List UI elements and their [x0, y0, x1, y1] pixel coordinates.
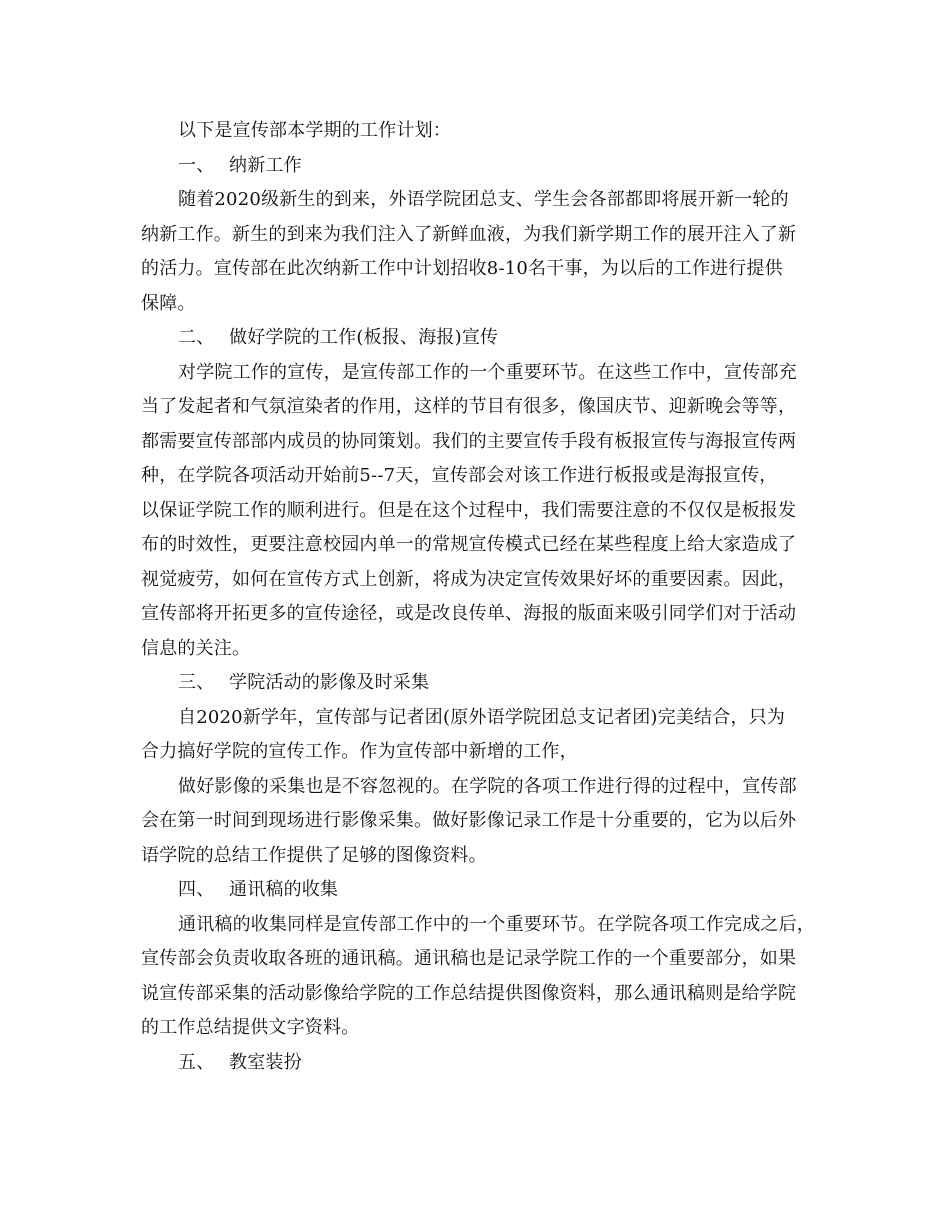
section-number: 四、 [178, 879, 215, 900]
section-title: 学院活动的影像及时采集 [229, 672, 430, 693]
paragraph-line: 对学院工作的宣传，是宣传部工作的一个重要环节。在这些工作中，宣传部充 [178, 361, 797, 383]
section-title: 教室装扮 [229, 1051, 302, 1073]
section-title: 通讯稿的收集 [229, 879, 339, 900]
paragraph-line: 种，在学院各项活动开始前5--7天，宣传部会对该工作进行板报或是海报宣传， [141, 465, 778, 486]
paragraph-line: 自2020新学年，宣传部与记者团(原外语学院团总支记者团)完美结合，只为 [178, 706, 786, 728]
paragraph-line: 都需要宣传部部内成员的协同策划。我们的主要宣传手段有板报宣传与海报宣传两 [141, 430, 797, 452]
paragraph-line: 纳新工作。新生的到来为我们注入了新鲜血液，为我们新学期工作的展开注入了新 [141, 223, 797, 245]
paragraph-line: 宣传部会负责收取各班的通讯稿。通讯稿也是记录学院工作的一个重要部分，如果 [141, 948, 797, 969]
section-heading [141, 666, 825, 701]
sections-container [141, 149, 825, 1081]
paragraph-line: 的工作总结提供文字资料。 [141, 1017, 360, 1038]
paragraph-line: 通讯稿的收集同样是宣传部工作中的一个重要环节。在学院各项工作完成之后， [178, 913, 815, 935]
paragraph-line: 会在第一时间到现场进行影像采集。做好影像记录工作是十分重要的，它为以后外 [141, 810, 797, 831]
section-heading [141, 1046, 825, 1081]
section-number: 五、 [178, 1051, 215, 1073]
paragraph-line: 保障。 [141, 292, 196, 314]
paragraph-line: 随着2020级新生的到来，外语学院团总支、学生会各部都即将展开新一轮的 [178, 189, 789, 210]
section-title: 纳新工作 [229, 154, 302, 176]
paragraph-line: 的活力。宣传部在此次纳新工作中计划招收8-10名干事，为以后的工作进行提供 [141, 258, 783, 279]
paragraph-line: 语学院的总结工作提供了足够的图像资料。 [141, 844, 487, 866]
section-heading [141, 149, 825, 184]
section-heading [141, 321, 825, 356]
paragraph-line: 宣传部将开拓更多的宣传途径，或是改良传单、海报的版面来吸引同学们对于活动 [141, 603, 797, 624]
paragraph-line: 当了发起者和气氛渲染者的作用，这样的节目有很多，像国庆节、迎新晚会等等， [141, 396, 797, 417]
section-number: 一、 [178, 154, 215, 176]
paragraph-line: 布的时效性，更要注意校园内单一的常规宣传模式已经在某些程度上给大家造成了 [141, 534, 797, 555]
paragraph-line: 做好影像的采集也是不容忽视的。在学院的各项工作进行得的过程中，宣传部 [178, 775, 797, 797]
paragraph-line: 视觉疲劳，如何在宣传方式上创新，将成为决定宣传效果好坏的重要因素。因此， [141, 568, 797, 590]
paragraph-line: 以保证学院工作的顺利进行。但是在这个过程中，我们需要注意的不仅仅是板报发 [141, 499, 797, 521]
section-heading [141, 873, 825, 908]
section-number: 三、 [178, 672, 215, 693]
paragraph-line: 说宣传部采集的活动影像给学院的工作总结提供图像资料，那么通讯稿则是给学院 [141, 982, 797, 1004]
paragraph-line: 信息的关注。 [141, 637, 251, 659]
section-title: 做好学院的工作(板报、海报)宣传 [229, 327, 499, 348]
document-body [141, 114, 825, 1080]
section-number: 二、 [178, 327, 215, 348]
paragraph-line: 合力搞好学院的宣传工作。作为宣传部中新增的工作， [141, 741, 578, 762]
intro-line: 以下是宣传部本学期的工作计划： [178, 120, 451, 141]
